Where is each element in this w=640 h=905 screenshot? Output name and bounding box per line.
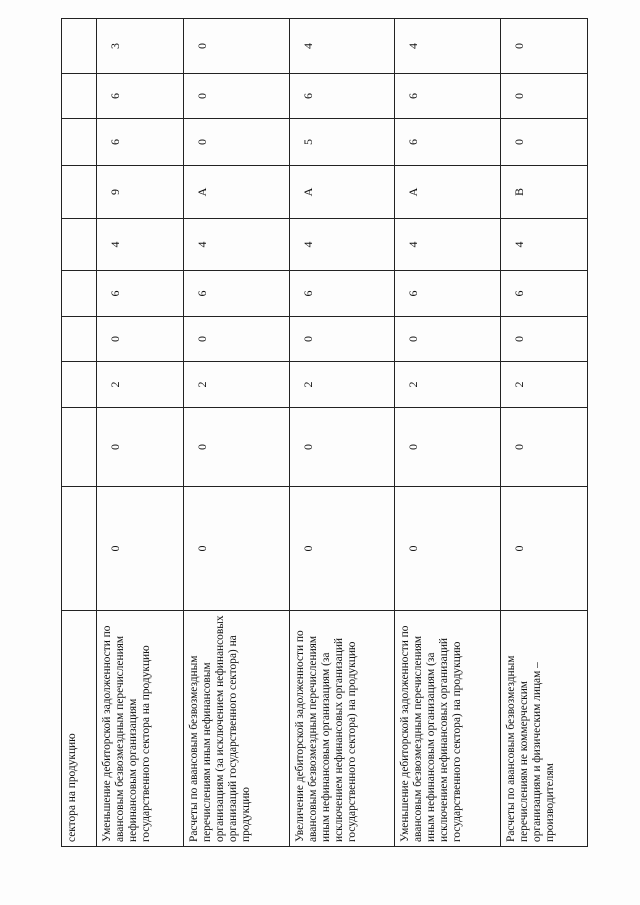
code-cell: А	[395, 166, 501, 219]
row-description: Уменьшение дебиторской задолженности по авансовым безвозмездным перечислениям иным нефинансовым организациям (за исключением нефинансовых организаций государственного сектора) на продукцию	[395, 611, 501, 847]
code-cell	[62, 487, 97, 611]
table-row	[62, 19, 97, 847]
code-cell: 3	[97, 19, 184, 74]
code-cell: 0	[500, 19, 587, 74]
code-cell: 0	[500, 74, 587, 119]
code-cell: 6	[395, 74, 501, 119]
code-cell: 6	[395, 271, 501, 317]
code-cell: 0	[184, 119, 290, 166]
table-row	[97, 19, 184, 847]
code-cell: 2	[289, 362, 395, 408]
code-cell: 0	[184, 487, 290, 611]
code-cell: 4	[500, 219, 587, 271]
code-cell: 5	[289, 119, 395, 166]
code-cell: 4	[97, 219, 184, 271]
code-cell: В	[500, 166, 587, 219]
code-cell: 0	[289, 317, 395, 362]
code-cell: 0	[395, 408, 501, 487]
code-cell: 6	[289, 74, 395, 119]
code-cell: 0	[500, 487, 587, 611]
table-row	[184, 19, 290, 847]
code-cell: 6	[97, 74, 184, 119]
accounts-table	[61, 18, 588, 847]
code-cell: 2	[500, 362, 587, 408]
code-cell: 2	[184, 362, 290, 408]
code-cell	[62, 317, 97, 362]
table-row	[395, 19, 501, 847]
code-cell	[62, 271, 97, 317]
code-cell: 6	[184, 271, 290, 317]
row-description: Расчеты по авансовым безвозмездным перечислениям иным нефинансовым организациям (за исключением нефинансовых организаций государственного сектора) на продукцию	[184, 611, 290, 847]
row-description: Расчеты по авансовым безвозмездным перечислениям не коммерческим организациям и физическим лицам – производителям	[500, 611, 587, 847]
table-row	[289, 19, 395, 847]
code-cell: 0	[184, 317, 290, 362]
code-cell	[62, 362, 97, 408]
code-cell: 0	[500, 119, 587, 166]
code-cell: 4	[395, 19, 501, 74]
row-description: Увеличение дебиторской задолженности по авансовым безвозмездным перечислениям иным нефинансовым организациям (за исключением нефинансовых организаций государственного сектора) на продукцию	[289, 611, 395, 847]
code-cell: 4	[395, 219, 501, 271]
code-cell: 6	[395, 119, 501, 166]
code-cell: 2	[97, 362, 184, 408]
code-cell: 0	[395, 317, 501, 362]
code-cell: 9	[97, 166, 184, 219]
code-cell	[62, 119, 97, 166]
row-description: Уменьшение дебиторской задолженности по авансовым безвозмездным перечислениям нефинансовым организациям государственного сектора на продукцию	[97, 611, 184, 847]
code-cell: 0	[500, 408, 587, 487]
code-cell	[62, 166, 97, 219]
code-cell	[62, 408, 97, 487]
code-cell: 4	[289, 219, 395, 271]
code-cell: 6	[500, 271, 587, 317]
code-cell: 0	[500, 317, 587, 362]
code-cell: 6	[289, 271, 395, 317]
code-cell: А	[184, 166, 290, 219]
code-cell: 0	[184, 408, 290, 487]
code-cell: 0	[395, 487, 501, 611]
row-description: сектора на продукцию	[62, 611, 97, 847]
code-cell: 0	[184, 19, 290, 74]
code-cell	[62, 219, 97, 271]
code-cell: 0	[289, 408, 395, 487]
code-cell	[62, 74, 97, 119]
code-cell: 0	[97, 408, 184, 487]
code-cell: 4	[184, 219, 290, 271]
code-cell: 0	[97, 317, 184, 362]
code-cell: 0	[97, 487, 184, 611]
code-cell: 6	[97, 271, 184, 317]
code-cell: А	[289, 166, 395, 219]
table-body	[62, 19, 588, 847]
code-cell: 0	[289, 487, 395, 611]
table-row	[500, 19, 587, 847]
code-cell	[62, 19, 97, 74]
rotated-table-container	[61, 43, 588, 847]
code-cell: 4	[289, 19, 395, 74]
code-cell: 0	[184, 74, 290, 119]
code-cell: 6	[97, 119, 184, 166]
code-cell: 2	[395, 362, 501, 408]
